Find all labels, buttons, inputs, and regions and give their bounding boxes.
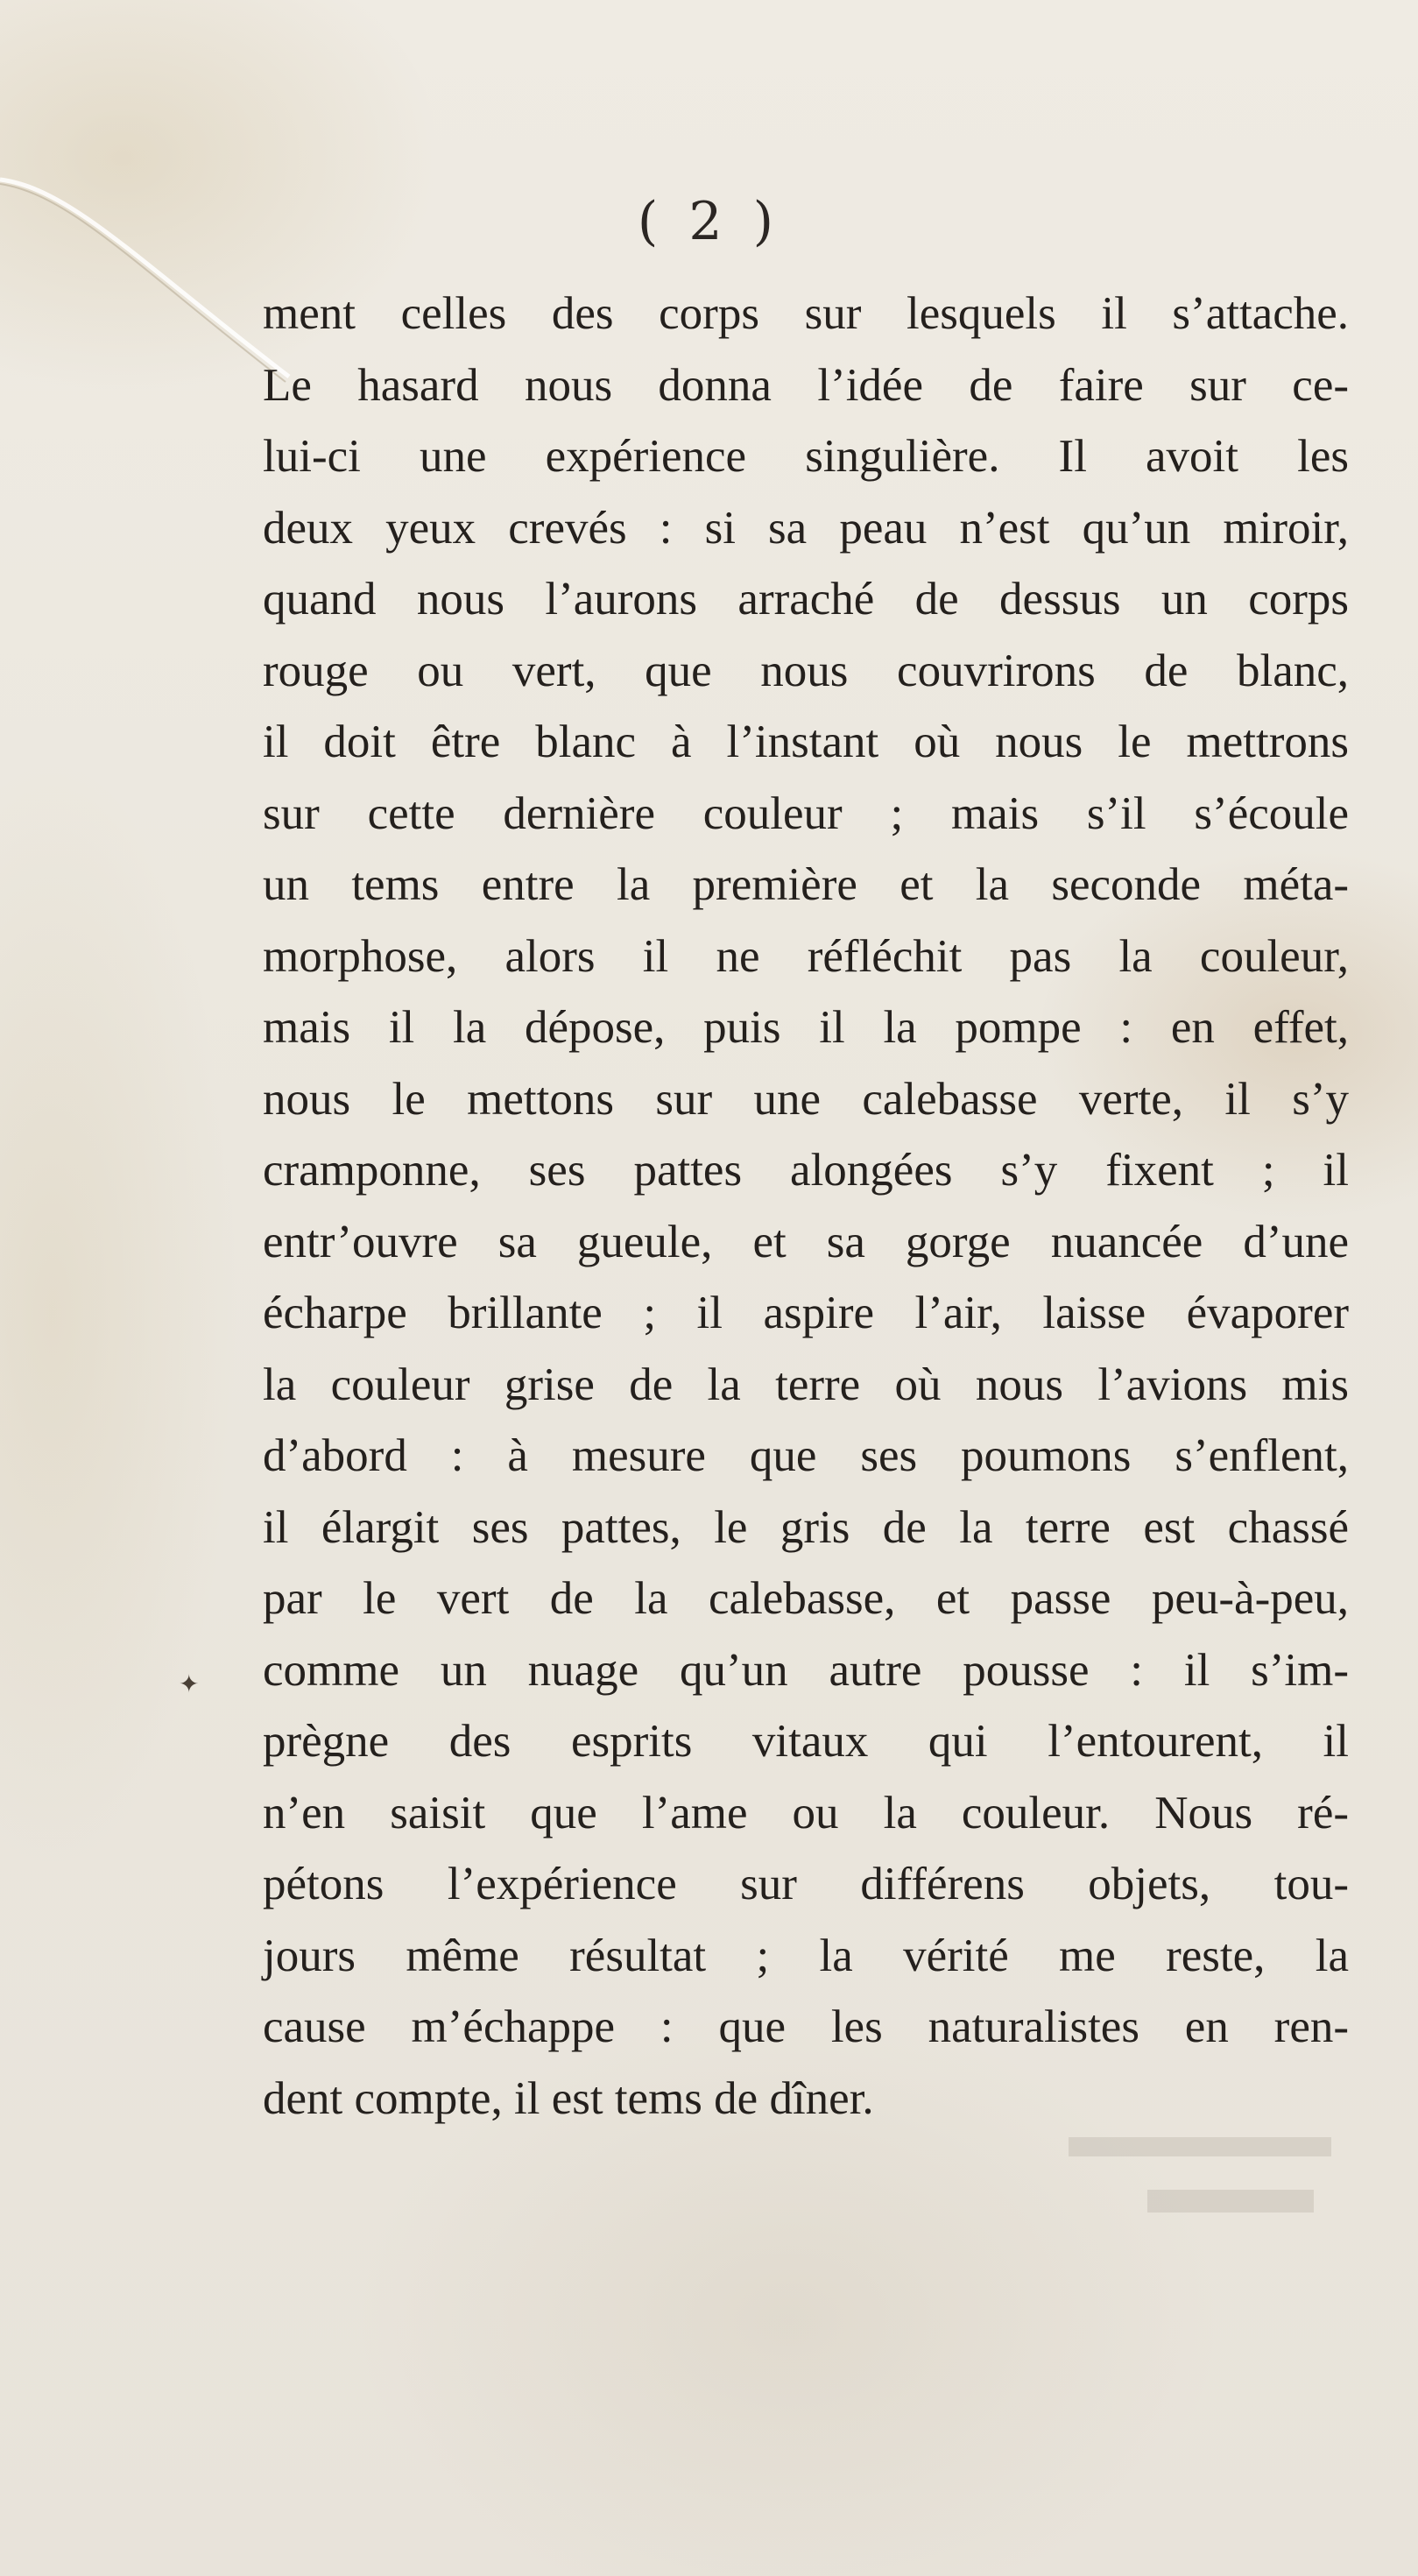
text-line: jours même résultat ; la vérité me reste, la [263,1930,1349,1981]
text-line: ment celles des corps sur lesquels il s’attache. [263,288,1349,339]
text-line: un tems entre la première et la seconde méta- [263,859,1349,910]
text-line: quand nous l’aurons arraché de dessus un corps [263,574,1349,625]
body-text [263,279,1349,2135]
text-line: la couleur grise de la terre où nous l’avions mis [263,1359,1349,1410]
show-through-texture [1051,2120,1384,2260]
text-line: nous le mettons sur une calebasse verte, il s’y [263,1073,1349,1125]
text-line: Le hasard nous donna l’idée de faire sur ce- [263,359,1349,411]
text-line: il élargit ses pattes, le gris de la terre est chassé [263,1501,1349,1553]
text-line: morphose, alors il ne réfléchit pas la couleur, [263,930,1349,982]
text-line: dent compte, il est tems de dîner. [263,2072,874,2124]
text-line: d’abord : à mesure que ses poumons s’enflent, [263,1430,1349,1481]
text-line: pétons l’expérience sur différens objets, tou- [263,1859,1349,1909]
marginal-mark: ✦ [179,1669,200,1698]
text-line: écharpe brillante ; il aspire l’air, laisse évaporer [263,1288,1349,1338]
text-line: deux yeux crevés : si sa peau n’est qu’un miroir, [263,502,1349,554]
text-line: par le vert de la calebasse, et passe peu-à-peu, [263,1573,1349,1624]
text-line: prègne des esprits vitaux qui l’entourent, il [263,1716,1349,1767]
text-line: sur cette dernière couleur ; mais s’il s’écoule [263,787,1349,839]
text-line: mais il la dépose, puis il la pompe : en effet, [263,1002,1349,1053]
text-line: lui-ci une expérience singulière. Il avoit les [263,431,1349,482]
page-number: ( 2 ) [637,191,781,252]
text-line: n’en saisit que l’ame ou la couleur. Nous ré- [263,1787,1349,1838]
text-line: comme un nuage qu’un autre pousse : il s’im- [263,1644,1349,1696]
text-line: il doit être blanc à l’instant où nous le mettrons [263,716,1349,767]
text-line: rouge ou vert, que nous couvrirons de blanc, [263,645,1349,696]
text-line: entr’ouvre sa gueule, et sa gorge nuancée d’une [263,1216,1349,1267]
text-line: cause m’échappe : que les naturalistes en ren- [263,2001,1349,2052]
text-line: cramponne, ses pattes alongées s’y fixent ; il [263,1145,1349,1196]
